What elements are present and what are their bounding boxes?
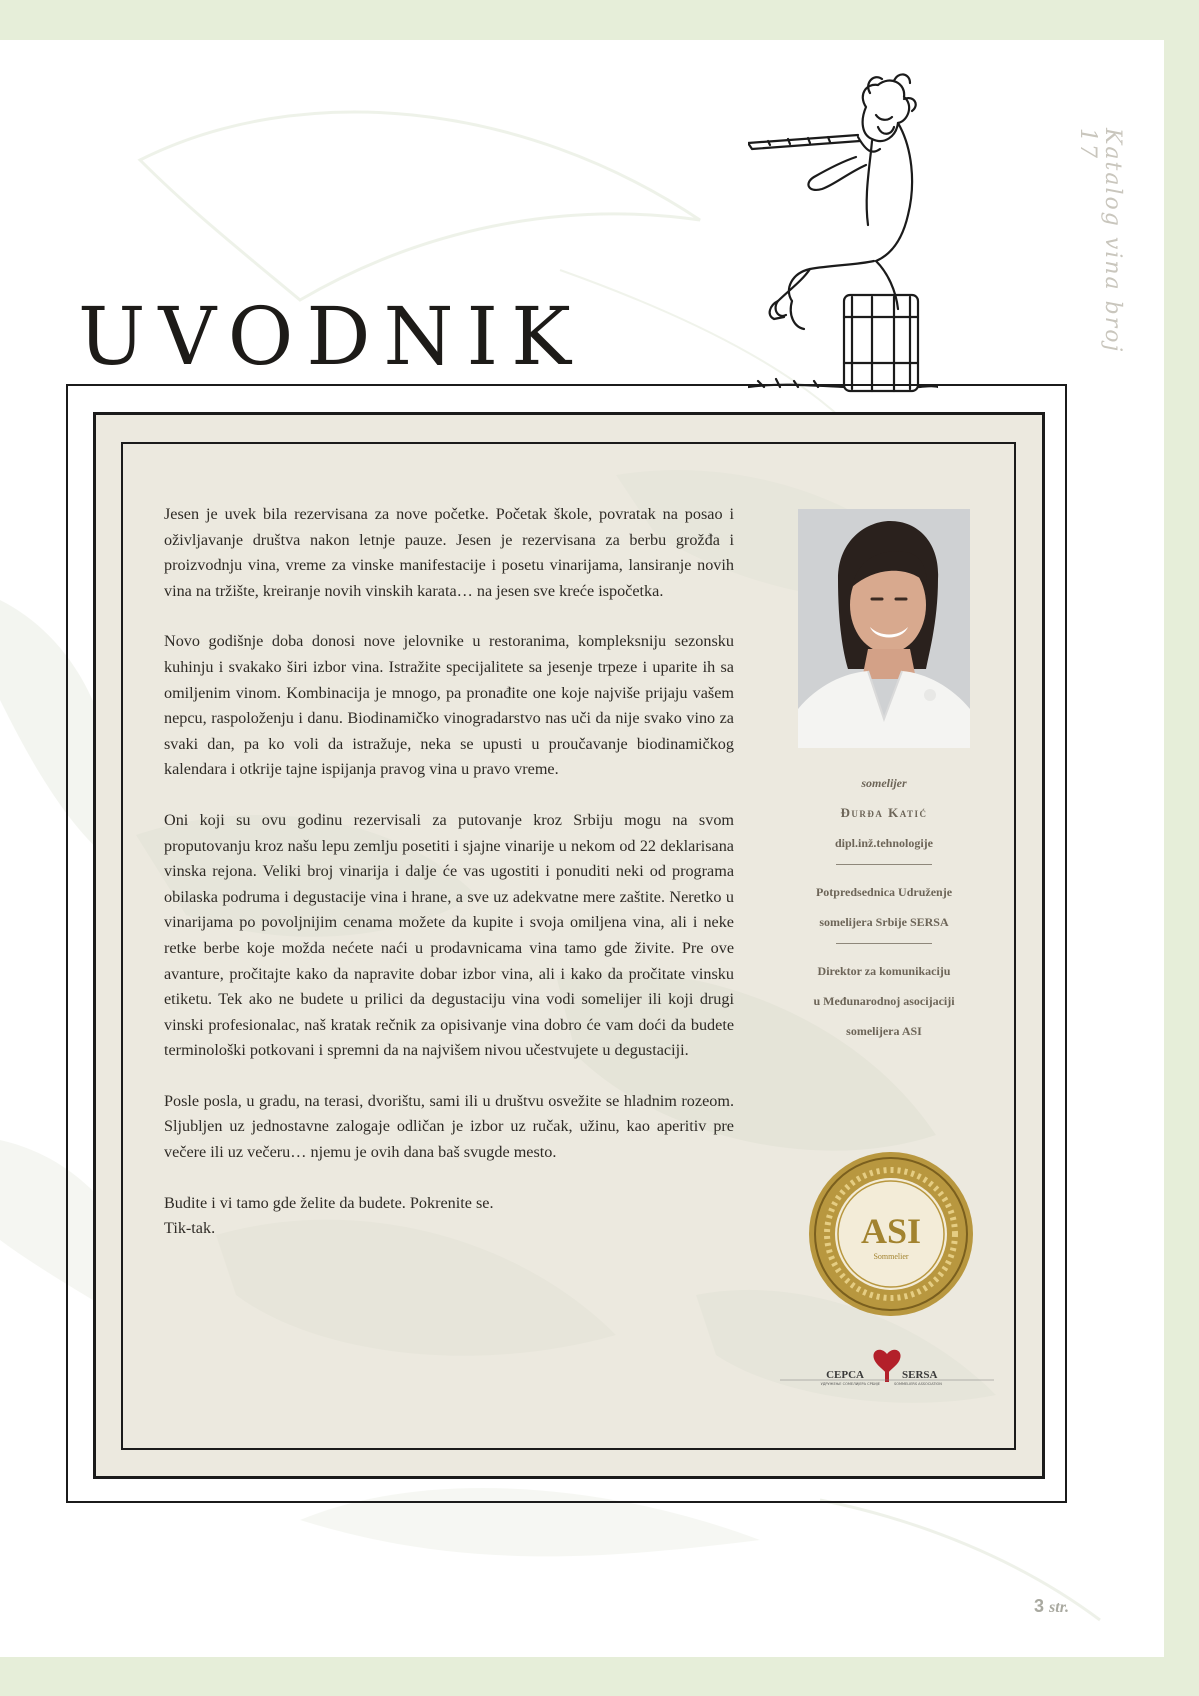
page [0,40,1164,1657]
author-portrait [798,509,970,748]
author-name: Đurđa Katić [840,805,928,820]
page-number-unit: str. [1049,1599,1070,1616]
sersa-latin-subtitle: SOMMELIERS ASSOCIATION [894,1382,942,1386]
asi-seal-text: ASI [860,1211,922,1251]
author-position-1a: Potpredsednica Udruženje [815,885,953,899]
author-position-2b: u Međunarodnoj asocijaciji [813,994,955,1008]
asi-seal-subtext: Sommelier [873,1252,909,1261]
author-role: somelijer [861,776,907,790]
paragraph-4: Posle posla, u gradu, na terasi, dvorištu, sami ili u društvu osvežite se hladnim rozeom. Sljubljen uz jednostavne zalogaje odličan je izbor uz ručak, užinu, kao aperitiv pre večere ili uz večeru… njemu je ovih dana baš svugde mesto. [164,1091,734,1162]
satyr-illustration [748,65,938,405]
page-number [1034,1596,1069,1617]
sersa-cyrillic-label: CEPCA [826,1369,864,1381]
author-degree: dipl.inž.tehnologije [834,836,933,850]
author-photo [798,509,970,748]
paragraph-1: Jesen je uvek bila rezervisana za nove početke. Početak škole, povratak na posao i oživljavanje društva nakon letnje pauze. Jesen je rezervisana za berbu grožđa i proizvodnju vina, vreme za vinske manifestacije i posetu vinarijama, lansiranje novih vina na tržište, kreiranje novih vinskih karata… na jesen sve kreće ispočetka. [164,505,734,600]
author-position-2c: somelijera ASI [846,1024,922,1038]
closing-line-2: Tik-tak. [164,1219,216,1238]
page-title: UVODNIK [78,289,584,383]
sersa-latin-label: SERSA [902,1369,938,1381]
sersa-cyrillic-subtitle: УДРУЖЕЊЕ СОМЕЛИЈЕРА СРБИЈЕ [820,1382,880,1386]
page-number-value: 3 [1034,1596,1045,1616]
author-caption [790,768,978,1046]
author-position-1b: somelijera Srbije SERSA [819,915,949,929]
asi-seal-logo [806,1149,976,1319]
author-position-2a: Direktor za komunikaciju [817,964,951,978]
sersa-logo [780,1346,994,1386]
caption-divider [836,943,932,944]
caption-divider [836,864,932,865]
paragraph-3: Oni koji su ovu godinu rezervisali za putovanje kroz Srbiju mogu na svom proputovanju kroz našu lepu zemlju posetiti i sjajne vinarije u nekom od 22 deklarisana vinska rejona. Veliki broj vinarija i dalje će vas ugostiti i ponuditi neki od programa obilaska podruma i degustacije vina i hrane, a sve uz adekvatne mere zaštite. Neretko u vinarijama po povoljnijim cenama možete da kupite i svoja omiljena vina, ali i neke retke berbe koje možda nećete naći u prodavnicama vina tamo gde živite. Pre ove avanture, pročitajte kako da napravite dobar izbor vina, ali i kako da pročitate vinsku etiketu. Tek ako ne budete u prilici da degustaciju vina vodi somelijer ili koji drugi vinski profesionalac, naš kratak rečnik za opisivanje vina dobro će vam doći da budete terminološki potkovani i spremni da na najvišem nivou učestvujete u degustaciji. [164,810,734,1060]
closing-line-1: Budite i vi tamo gde želite da budete. Pokrenite se. [164,1193,494,1212]
side-catalog-label: Katalog vina broj 17 [1075,128,1125,354]
editorial-text [164,502,734,1242]
paragraph-2: Novo godišnje doba donosi nove jelovnike u restoranima, kompleksniju sezonsku kuhinju i svakako širi izbor vina. Istražite specijalitete sa jesenje trpeze i uparite ih sa omiljenim vinom. Kombinacija je mnogo, pa pronađite one koje najviše prijaju vašem nepcu, raspoloženju i danu. Biodinamičko vinogradarstvo nas uči da nije svako vino za svaki dan, pa ko voli da istražuje, neka se upusti u proučavanje biodinamičkog kalendara i otkrije tajne ispijanja pravog vina u pravo vreme. [164,632,734,779]
